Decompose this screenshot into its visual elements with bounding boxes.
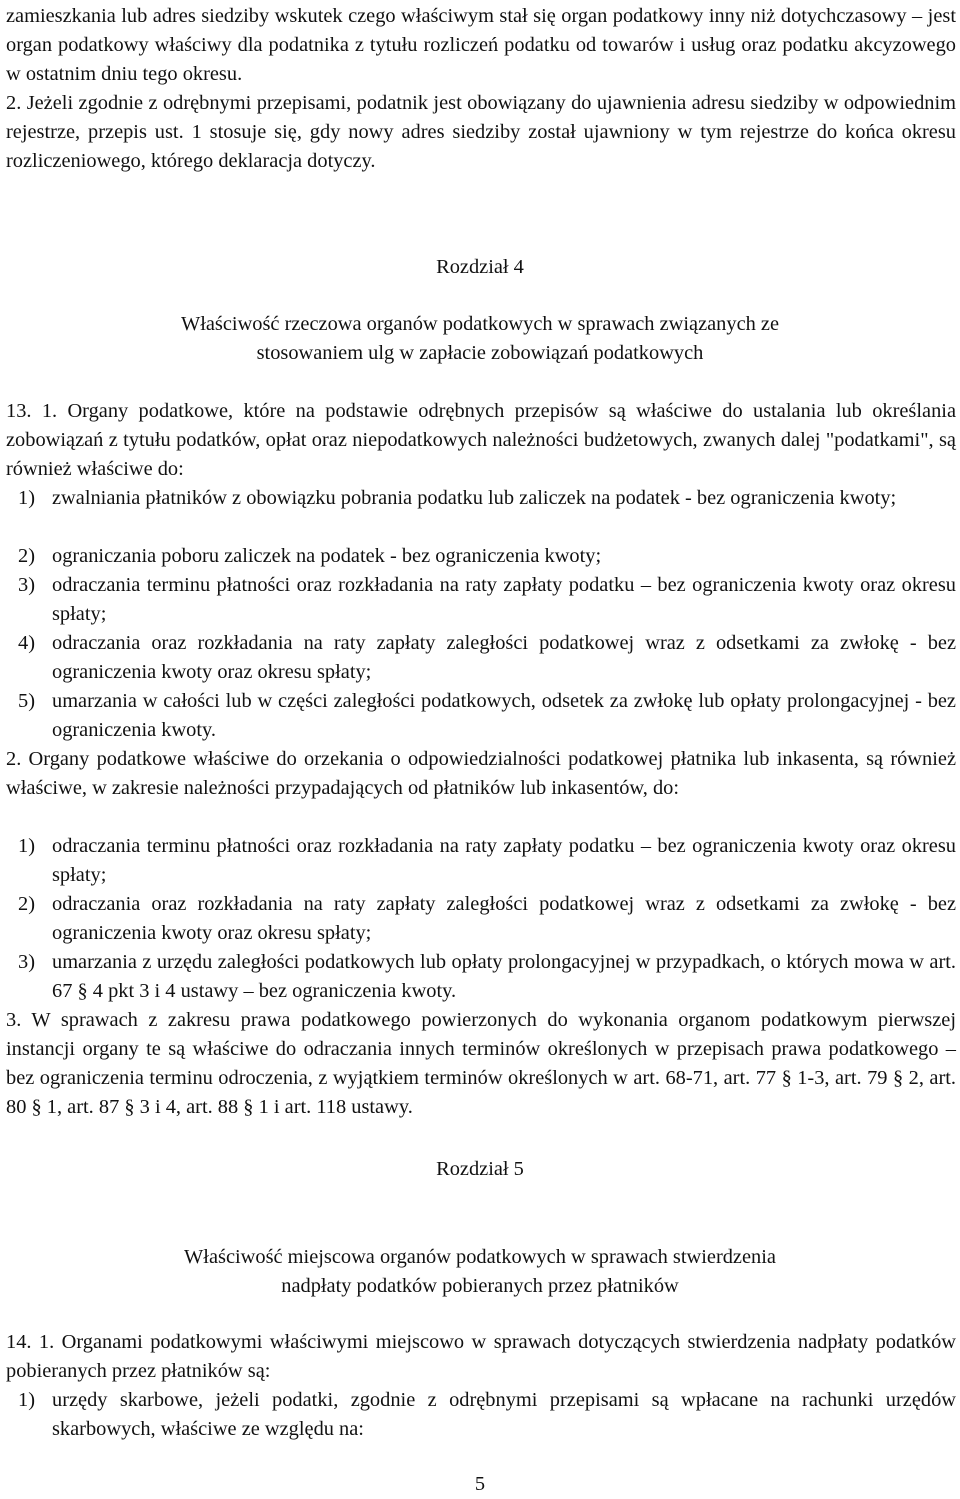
list-item [18, 484, 956, 513]
chapter-4-heading: Rozdział 4 [436, 256, 524, 278]
list-item-number: 3) [18, 951, 35, 973]
list-item-text: zwalniania płatników z obowiązku pobrania podatku lub zaliczek na podatek - bez ograniczenia kwoty; [52, 487, 897, 509]
list-item [18, 948, 956, 1006]
section-13-paragraph-1: 13. 1. Organy podatkowe, które na podstawie odrębnych przepisów są właściwe do ustalania lub określania zobowiązań z tytułu podatków, opłat oraz niepodatkowych należności budżetowych, zwanych dalej "podatkami", są również właściwe do: [6, 400, 956, 480]
list-item-number: 4) [18, 632, 35, 654]
list-item-text: odraczania terminu płatności oraz rozkładania na raty zapłaty podatku – bez ograniczenia kwoty oraz okresu spłaty; [52, 574, 956, 625]
list-item-number: 2) [18, 893, 35, 915]
section-14-paragraph-1: 14. 1. Organami podatkowymi właściwymi miejscowo w sprawach dotyczących stwierdzenia nadpłaty podatków pobieranych przez płatników są: [6, 1331, 956, 1382]
list-item [18, 1386, 956, 1444]
list-item-text: odraczania oraz rozkładania na raty zapłaty zaległości podatkowej wraz z odsetkami za zwłokę - bez ograniczenia kwoty oraz okresu spłaty; [52, 893, 956, 944]
list-item [18, 629, 956, 687]
chapter-4-title: Właściwość rzeczowa organów podatkowych w sprawach związanych ze stosowaniem ulg w zapłacie zobowiązań podatkowych [180, 313, 780, 364]
list-item-text: umarzania w całości lub w części zaległości podatkowych, odsetek za zwłokę lub opłaty prolongacyjnej - bez ograniczenia kwoty. [52, 690, 956, 741]
chapter-5-title: Właściwość miejscowa organów podatkowych w sprawach stwierdzenia nadpłaty podatków pobieranych przez płatników [184, 1246, 776, 1297]
list-item [18, 890, 956, 948]
intro-continuation: zamieszkania lub adres siedziby wskutek czego właściwym stał się organ podatkowy inny niż dotychczasowy – jest organ podatkowy właściwy dla podatnika z tytułu rozliczeń podatku od towarów i usług oraz podatku akcyzowego w ostatnim dniu tego okresu. [6, 5, 956, 85]
section-13-paragraph-2: 2. Organy podatkowe właściwe do orzekania o odpowiedzialności podatkowej płatnika lub inkasenta, są również właściwe, w zakresie należności przypadających od płatników lub inkasentów, do: [6, 748, 956, 799]
section-13-paragraph-3: 3. W sprawach z zakresu prawa podatkowego powierzonych do wykonania organom podatkowym pierwszej instancji organy te są właściwe do odraczania innych terminów określonych w przepisach prawa podatkowego – bez ograniczenia terminu odroczenia, z wyjątkiem terminów określonych w art. 68-71, art. 77 § 1-3, art. 79 § 2, art. 80 § 1, art. 87 § 3 i 4, art. 88 § 1 i art. 118 ustawy. [6, 1009, 956, 1118]
page-number: 5 [474, 1473, 486, 1495]
list-item-text: odraczania terminu płatności oraz rozkładania na raty zapłaty podatku – bez ograniczenia kwoty oraz okresu spłaty; [52, 835, 956, 886]
list-item [18, 571, 956, 629]
list-item-number: 3) [18, 574, 35, 596]
list-item-text: ograniczania poboru zaliczek na podatek - bez ograniczenia kwoty; [52, 545, 602, 567]
list-item-number: 1) [18, 487, 35, 509]
list-item-text: odraczania oraz rozkładania na raty zapłaty zaległości podatkowej wraz z odsetkami za zwłokę - bez ograniczenia kwoty oraz okresu spłaty; [52, 632, 956, 683]
list-item-number: 1) [18, 835, 35, 857]
list-item [18, 832, 956, 890]
list-item [18, 687, 956, 745]
list-item [18, 542, 956, 571]
intro-paragraph-2: 2. Jeżeli zgodnie z odrębnymi przepisami, podatnik jest obowiązany do ujawnienia adresu siedziby w odpowiednim rejestrze, przepis ust. 1 stosuje się, gdy nowy adres siedziby został ujawniony w tym rejestrze do końca okresu rozliczeniowego, którego deklaracja dotyczy. [6, 92, 956, 172]
list-item-text: umarzania z urzędu zaległości podatkowych lub opłaty prolongacyjnej w przypadkach, o których mowa w art. 67 § 4 pkt 3 i 4 ustawy – bez ograniczenia kwoty. [52, 951, 956, 1002]
list-item-text: urzędy skarbowe, jeżeli podatki, zgodnie z odrębnymi przepisami są wpłacane na rachunki urzędów skarbowych, właściwe ze względu na: [52, 1389, 956, 1440]
list-item-number: 2) [18, 545, 35, 567]
chapter-5-heading: Rozdział 5 [436, 1158, 524, 1180]
list-item-number: 5) [18, 690, 35, 712]
list-item-number: 1) [18, 1389, 35, 1411]
